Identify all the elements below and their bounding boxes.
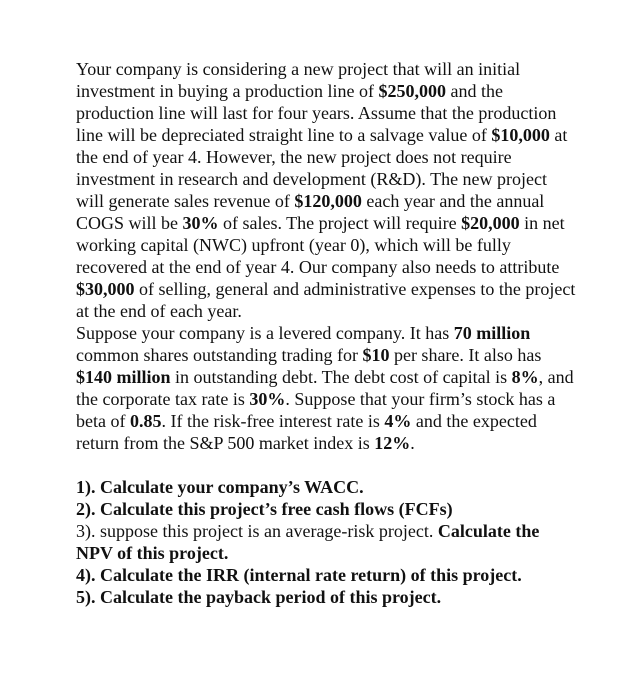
- salvage-value: $10,000: [491, 125, 550, 145]
- question-wacc: [76, 476, 576, 498]
- nwc-value: $20,000: [461, 213, 520, 233]
- sga-value: $30,000: [76, 279, 135, 299]
- text-run: and the production line will last for four years. Assume that the production line will be depreciated straight line to a salvage value of: [76, 81, 557, 145]
- question-text: 4). Calculate the IRR (internal rate return) of this project.: [76, 565, 522, 585]
- text-run: and the expected return from the S&P 500 market index is: [76, 411, 537, 453]
- shares-outstanding-value: 70 million: [453, 323, 531, 343]
- document-body: [76, 58, 576, 608]
- paragraph-spacer: [76, 454, 576, 476]
- text-run: in net working capital (NWC) upfront (year 0), which will be fully recovered at the end of year 4. Our company also needs to attribute: [76, 213, 565, 277]
- question-text: 2). Calculate this project’s free cash flows (FCFs): [76, 499, 453, 519]
- debt-value: $140 million: [76, 367, 171, 387]
- beta-value: 0.85: [129, 411, 162, 431]
- text-run: Suppose your company is a levered company. It has: [76, 323, 454, 343]
- text-run: of sales. The project will require: [218, 213, 462, 233]
- question-list: [76, 476, 576, 608]
- text-run: . If the risk-free interest rate is: [161, 411, 385, 431]
- text-run: at the end of year 4. However, the new project does not require investment in research and development (R&D). The new project will generate sales revenue of: [76, 125, 568, 211]
- sales-revenue-value: $120,000: [294, 191, 362, 211]
- text-run: each year and the annual COGS will be: [76, 191, 545, 233]
- company-capital-paragraph: [76, 322, 576, 454]
- text-run: .: [410, 433, 415, 453]
- question-payback: [76, 586, 576, 608]
- share-price-value: $10: [362, 345, 390, 365]
- initial-investment-value: $250,000: [378, 81, 446, 101]
- cogs-percent-value: 30%: [182, 213, 219, 233]
- tax-rate-value: 30%: [249, 389, 286, 409]
- text-run: of selling, general and administrative expenses to the project at the end of each year.: [76, 279, 576, 321]
- text-run: , and the corporate tax rate is: [76, 367, 574, 409]
- question-text: 5). Calculate the payback period of this project.: [76, 587, 442, 607]
- text-run: Your company is considering a new project that will an initial investment in buying a production line of: [76, 59, 521, 101]
- question-fcf: [76, 498, 576, 520]
- question-npv: [76, 520, 576, 564]
- project-description-paragraph: [76, 58, 576, 322]
- question-text-bold: Calculate the NPV of this project.: [76, 521, 540, 563]
- text-run: . Suppose that your firm’s stock has a beta of: [76, 389, 556, 431]
- question-text: 1). Calculate your company’s WACC.: [76, 477, 364, 497]
- text-run: in outstanding debt. The debt cost of capital is: [170, 367, 512, 387]
- text-run: per share. It also has: [389, 345, 542, 365]
- risk-free-rate-value: 4%: [384, 411, 412, 431]
- question-text: 3). suppose this project is an average-risk project.: [76, 521, 438, 541]
- question-irr: [76, 564, 576, 586]
- text-run: common shares outstanding trading for: [76, 345, 363, 365]
- market-return-value: 12%: [374, 433, 411, 453]
- debt-cost-value: 8%: [511, 367, 539, 387]
